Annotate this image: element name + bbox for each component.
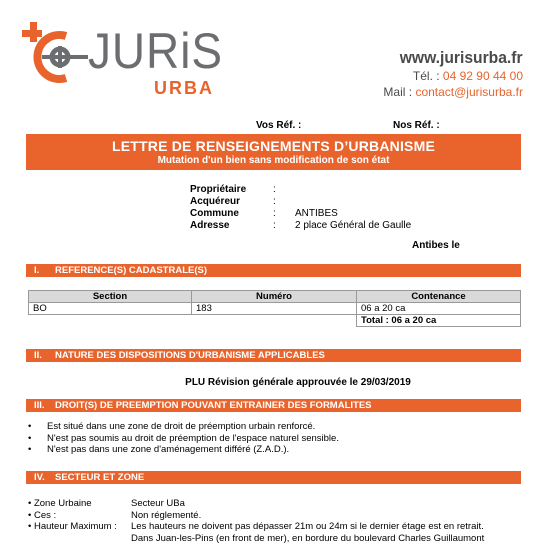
cell-total: Total : 06 a 20 ca xyxy=(357,315,521,327)
section-number: II. xyxy=(34,350,42,361)
table-header-row xyxy=(29,291,521,303)
zone-row xyxy=(28,521,528,533)
section-number: I. xyxy=(34,265,40,276)
phone-number[interactable]: 04 92 90 44 00 xyxy=(442,69,523,83)
section-title: DROIT(S) DE PREEMPTION POUVANT ENTRAINER DES FORMALITES xyxy=(55,400,372,411)
section-title: NATURE DES DISPOSITIONS D'URBANISME APPLICABLES xyxy=(55,350,325,361)
table-total-row xyxy=(29,315,521,327)
zone-label xyxy=(28,533,131,543)
vos-ref-label: Vos Réf. : xyxy=(256,120,302,131)
cell-contenance: 06 a 20 ca xyxy=(357,303,521,315)
mail-line xyxy=(383,85,523,100)
section-header-secteur-zone xyxy=(26,471,521,484)
zone-value: Non réglementé. xyxy=(131,509,202,521)
section-title: REFERENCE(S) CADASTRALE(S) xyxy=(55,265,207,276)
juris-urba-logo xyxy=(22,22,232,98)
property-row xyxy=(190,184,411,196)
bullet-icon: • xyxy=(28,432,32,444)
zone-value: Les hauteurs ne doivent pas dépasser 21m ou 24m si le dernier étage est en retrait. xyxy=(131,521,484,532)
zone-label: • Ces : xyxy=(28,509,57,521)
bullet-icon: • xyxy=(28,421,32,432)
property-sep: : xyxy=(273,208,276,219)
bullet-icon: • xyxy=(28,444,32,455)
cell-section: BO xyxy=(29,303,192,315)
table-row xyxy=(29,303,521,315)
property-label: Adresse xyxy=(190,220,230,231)
logo-subtext: URBA xyxy=(154,78,214,98)
list-item xyxy=(28,433,339,445)
document-subtitle: Mutation d'un bien sans modification de son état xyxy=(157,155,390,166)
property-sep: : xyxy=(273,196,276,207)
nos-ref-label: Nos Réf. : xyxy=(393,120,440,131)
column-header-section: Section xyxy=(29,291,192,303)
place-date: Antibes le xyxy=(412,240,460,251)
plu-text: PLU Révision générale approuvée le 29/03/2019 xyxy=(185,377,411,388)
section-header-preemption xyxy=(26,399,521,412)
property-label: Propriétaire xyxy=(190,184,247,195)
property-value: 2 place Général de Gaulle xyxy=(295,220,412,231)
column-header-contenance: Contenance xyxy=(357,291,521,303)
property-label: Acquéreur xyxy=(190,196,241,207)
mail-label: Mail : xyxy=(383,85,413,99)
zone-value: Secteur UBa xyxy=(131,498,185,509)
zone-row xyxy=(28,533,528,543)
title-banner xyxy=(26,134,521,170)
property-value: ANTIBES xyxy=(295,208,338,219)
cadastre-table xyxy=(28,290,521,327)
website-link[interactable]: www.jurisurba.fr xyxy=(400,48,523,67)
property-row xyxy=(190,208,411,220)
property-sep: : xyxy=(273,220,276,231)
property-row xyxy=(190,196,411,208)
property-label: Commune xyxy=(190,208,239,219)
property-details xyxy=(190,184,411,232)
property-sep: : xyxy=(273,184,276,195)
zone-label: • Zone Urbaine xyxy=(28,498,92,509)
property-row xyxy=(190,220,411,232)
list-item-text: N'est pas soumis au droit de préemption de l'espace naturel sensible. xyxy=(47,432,339,444)
column-header-numero: Numéro xyxy=(192,291,357,303)
section-header-cadastre xyxy=(26,264,521,277)
mail-address[interactable]: contact@jurisurba.fr xyxy=(415,85,523,99)
phone-line xyxy=(383,69,523,84)
section-title: SECTEUR ET ZONE xyxy=(55,472,145,483)
phone-label: Tél. : xyxy=(412,69,440,83)
list-item-text: Est situé dans une zone de droit de préemption urbain renforcé. xyxy=(47,421,316,432)
list-item xyxy=(28,444,339,456)
zone-details xyxy=(28,498,528,543)
preemption-list xyxy=(28,421,339,456)
contact-block xyxy=(383,48,523,100)
zone-row xyxy=(28,498,528,510)
section-number: IV. xyxy=(34,472,45,483)
list-item xyxy=(28,421,339,433)
zone-value: Dans Juan-les-Pins (en front de mer), en bordure du boulevard Charles Guillaumont xyxy=(131,532,485,543)
cell-numero: 183 xyxy=(192,303,357,315)
section-number: III. xyxy=(34,400,45,411)
section-header-dispositions xyxy=(26,349,521,362)
crosshair-logo-icon xyxy=(22,22,92,92)
plu-line xyxy=(0,377,546,388)
document-title: LETTRE DE RENSEIGNEMENTS D’URBANISME xyxy=(112,138,435,154)
logo-text: JURiS xyxy=(88,23,223,79)
zone-row xyxy=(28,510,528,522)
zone-label: • Hauteur Maximum : xyxy=(28,521,117,532)
list-item-text: N'est pas dans une zone d'aménagement différé (Z.A.D.). xyxy=(47,444,290,455)
